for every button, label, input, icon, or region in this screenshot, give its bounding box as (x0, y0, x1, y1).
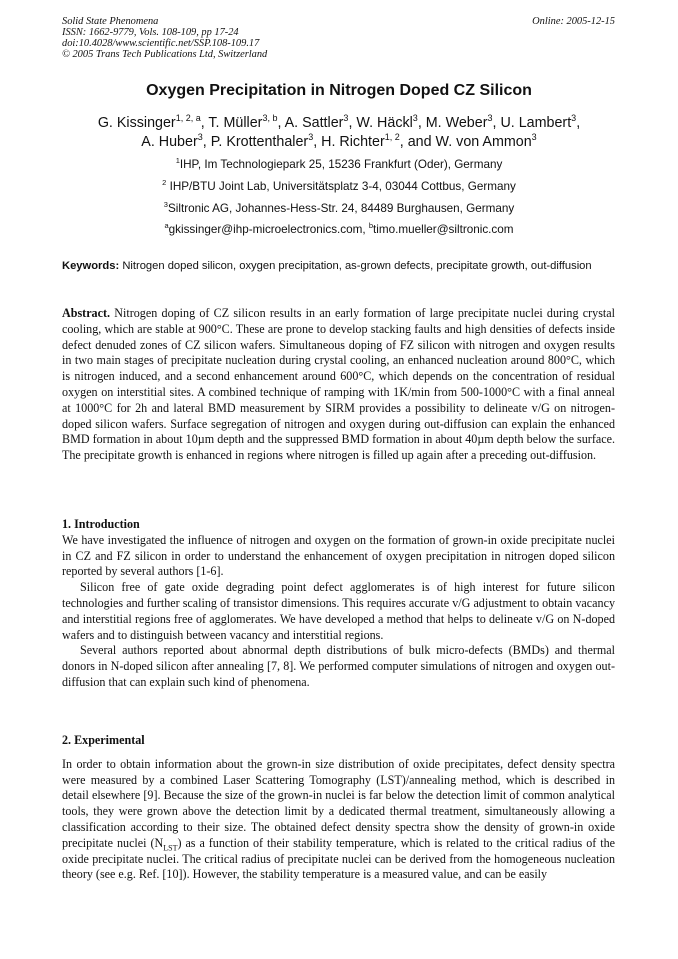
paper-title: Oxygen Precipitation in Nitrogen Doped CZ Silicon (146, 82, 532, 99)
copyright-line: © 2005 Trans Tech Publications Ltd, Switzerland (62, 49, 268, 60)
author-affil-sup: 3, b (262, 113, 278, 124)
introduction-section (62, 517, 615, 691)
email-sup: a (164, 221, 169, 231)
keywords-block (62, 260, 615, 273)
keywords-text: Nitrogen doped silicon, oxygen precipitation, as-grown defects, precipitate growth, out-diffusion (122, 260, 592, 272)
paragraph: Several authors reported about abnormal depth distributions of bulk micro-defects (BMDs) and thermal donors in N-doped silicon after annealing [7, 8]. We performed computer simulations of nitrogen and oxygen out-diffusion that can explain such kind of phenomena. (62, 643, 615, 689)
affiliation-text: IHP, Im Technologiepark 25, 15236 Frankfurt (Oder), Germany (179, 158, 503, 171)
email-address[interactable]: gkissinger@ihp-microelectronics.com, (168, 223, 366, 236)
author-name: A. Sattler (284, 115, 344, 131)
author-name: W. Häckl (356, 115, 413, 131)
author-affil-sup: 3 (571, 113, 577, 124)
author-name: A. Huber (141, 134, 198, 150)
author-name: T. Müller (208, 115, 263, 131)
affiliation-sup: 2 (162, 178, 167, 188)
affiliation-sup: 3 (163, 200, 168, 210)
author-name: P. Krottenthaler (210, 134, 309, 150)
affiliation-3 (0, 202, 678, 215)
abstract-label: Abstract. (62, 306, 111, 320)
abstract-block (62, 306, 615, 464)
author-affil-sup: 1, 2, a (175, 113, 201, 124)
email-address[interactable]: timo.mueller@siltronic.com (373, 223, 514, 236)
publication-header (62, 16, 615, 60)
author-name: M. Weber (425, 115, 488, 131)
author-affil-sup: 1, 2 (384, 132, 400, 143)
affiliation-sup: 1 (175, 156, 180, 166)
doi-line: doi:10.4028/www.scientific.net/SSP.108-109.17 (62, 38, 260, 49)
author-name: W. von Ammon (435, 134, 532, 150)
online-date: Online: 2005-12-15 (532, 16, 615, 27)
affiliation-text: Siltronic AG, Johannes-Hess-Str. 24, 84489 Burghausen, Germany (167, 202, 515, 215)
email-sup: b (368, 221, 374, 231)
experimental-section (62, 733, 615, 883)
paragraph: In order to obtain information about the grown-in size distribution of oxide precipitates, defect density spectra were measured by a combined Laser Scattering Tomography (LST)/annealing method, which is described in detail elsewhere [9]. Because the size of the grown-in nuclei is far below the detection limit of common analytical tools, they were grown above the detection limit by a dedicated thermal treatment, simultaneously allowing a classification according to their size. The obtained defect density spectra show the density of grown-in oxide precipitate nuclei $(N_{LST})$ as a function of their stability temperature, which is related to the critical radius of the oxide precipitate nuclei. The critical radius of precipitate nuclei can be derived from the homogeneous nucleation theory (see e.g. Ref. [10]). However, the stability temperature is a measured value, and can be easily (62, 756, 615, 882)
author-conjunction: and (407, 134, 432, 150)
author-affil-sup: 3 (308, 132, 314, 143)
author-name: H. Richter (321, 134, 385, 150)
issn-line: ISSN: 1662-9779, Vols. 108-109, pp 17-24 (62, 27, 239, 38)
paragraph: We have investigated the influence of nitrogen and oxygen on the formation of grown-in oxide precipitate nuclei in CZ and FZ silicon in order to understand the enhancement of oxygen precipitation in nitrogen doped silicon reported by several authors [1-6]. (62, 532, 615, 579)
abstract-text: Nitrogen doping of CZ silicon results in an early formation of large precipitate nuclei during crystal cooling, which are stable at 900°C. These are prone to develop stacking faults and high densities of defects inside defect denuded zones of CZ silicon wafers. Simultaneous doping of FZ silicon with nitrogen and oxygen results in two main stages of precipitate nucleation during crystal cooling, an enhanced nucleation around 800°C, which is nitrogen induced, and a second enhancement around 600°C, which depends on the concentration of residual oxygen on interstitial sites. A combined technique of ramping with 1K/min from 500-1000°C with a final anneal at 1000°C for 2h and lateral BMD measurement by SIRM provides a possibility to delineate v/G on nitrogen-doped silicon wafers. Surface segregation of nitrogen and oxygen during out-diffusion can explain the enhanced BMD formation in about 10µm depth and the suppressed BMD formation in about 40µm depth below the surface. The precipitate growth is enhanced in regions where nitrogen is filled up again after a preceding out-diffusion. (62, 306, 615, 463)
journal-name: Solid State Phenomena (62, 16, 159, 27)
subscript: LST (163, 843, 178, 853)
author-affil-sup: 3 (343, 113, 349, 124)
author-name: U. Lambert (500, 115, 572, 131)
paragraph: Silicon free of gate oxide degrading point defect agglomerates is of high interest for future silicon technologies and further scaling of transistor dimensions. This requires accurate v/G adjustment to obtain vacancy and interstitial regions free of agglomerates. We have developed a method that helps to delineate v/G on N-doped wafers and to distinguish between vacancy and interstitial regions. (62, 580, 615, 642)
author-name: G. Kissinger (97, 115, 176, 131)
affiliation-text: IHP/BTU Joint Lab, Universitätsplatz 3-4, 03044 Cottbus, Germany (169, 180, 516, 193)
author-affil-sup: 3 (197, 132, 203, 143)
section-heading: 1. Introduction (62, 517, 140, 531)
affiliation-2 (0, 180, 678, 193)
author-affil-sup: 3 (487, 113, 493, 124)
author-affil-sup: 3 (531, 132, 537, 143)
affiliation-1 (0, 158, 678, 171)
author-list: G. Kissinger$^{1, 2, a}$, T. Müller$^{3, b}$, A. Sattler$^3$, W. Häckl$^3$, M. Weber$^3$, U. Lambert$^3$, A. Huber$^3$, P. Krottenthaler$^3$, H. Richter$^{1, 2}$, and W. von Ammon$^3$ (97, 113, 581, 150)
keywords-label: Keywords: (62, 260, 120, 272)
email-line (0, 223, 678, 236)
section-heading: 2. Experimental (62, 733, 145, 747)
author-affil-sup: 3 (412, 113, 418, 124)
